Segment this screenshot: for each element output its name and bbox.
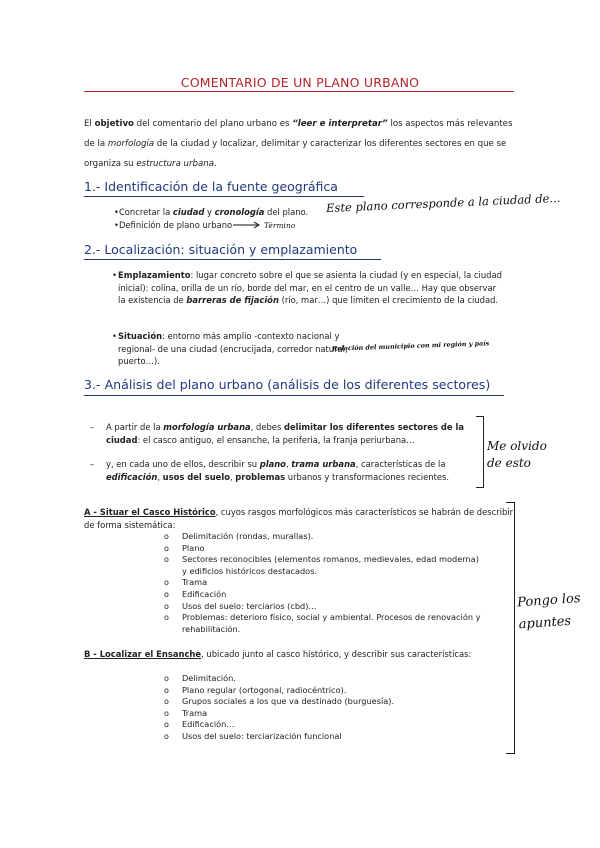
item-text: Concretar la <box>118 207 173 217</box>
section1-underline <box>84 196 364 197</box>
item-bold: ciudad <box>172 207 205 217</box>
intro-text: los aspectos más relevantes de la <box>84 119 513 149</box>
dash-bold: trama urbana <box>291 459 356 469</box>
bullet-icon: o <box>164 685 169 695</box>
partB-title: B - Localizar el Ensanche <box>84 649 202 659</box>
section3-dash-2 <box>106 458 484 483</box>
emplazamiento-label: Emplazamiento <box>118 270 191 280</box>
intro-text: . <box>213 159 217 169</box>
dash-bold: problemas <box>235 471 286 482</box>
item-text: Plano <box>182 542 205 553</box>
dash-text: , debes <box>250 422 284 432</box>
page-title: COMENTARIO DE UN PLANO URBANO <box>180 75 420 90</box>
dash-text: urbanos y transformaciones recientes. <box>285 471 450 482</box>
dash-icon: – <box>90 422 95 432</box>
intro-text: del comentario del plano urbano es <box>133 119 293 129</box>
dash-text: , características de la <box>355 459 446 469</box>
arrow-right-icon <box>232 221 262 229</box>
bullet-icon: • <box>114 220 119 230</box>
partA-intro <box>84 506 514 531</box>
list-item <box>164 612 482 635</box>
list-item <box>164 600 482 613</box>
dash-text: , <box>229 471 236 482</box>
handwritten-note-olvido: Me olvido de esto <box>487 439 547 470</box>
dash-bold: edificación <box>106 471 158 482</box>
intro-text: de la ciudad y localizar, delimitar y caracterizar los diferentes sectores en que se organiza su <box>84 139 507 169</box>
emplazamiento-text: : lugar concreto sobre el que se asienta la ciudad (y en especial, la ciudad inicial): colina, orilla de un río, borde del mar, en el centro de un valle… Hay que observar la existencia de <box>118 270 502 305</box>
handwritten-note-apuntes: Pongo los apuntes <box>516 591 582 633</box>
list-item <box>164 531 482 543</box>
item-text: Edificación <box>182 588 227 599</box>
situacion-text: : entorno más amplio -contexto nacional y regional- de una ciudad (encrucijada, corredor natural, puerto…). <box>118 331 348 366</box>
intro-italic: estructura urbana <box>136 159 214 169</box>
dash-bold: delimitar los diferentes sectores de la ciudad <box>106 422 464 445</box>
section2-heading: 2.- Localización: situación y emplazamiento <box>84 242 358 257</box>
partB-list <box>164 673 482 743</box>
dash-text: A partir de la <box>106 422 164 432</box>
bracket <box>476 416 484 488</box>
item-text: Grupos sociales a los que va destinado (burguesía). <box>182 696 395 707</box>
item-text: Sectores reconocibles (elementos romanos, medievales, edad moderna) y edificios históricos destacados. <box>182 554 479 576</box>
section3-dash-1 <box>106 421 484 446</box>
bullet-icon: o <box>164 708 169 718</box>
dash-bold: morfología urbana <box>163 422 251 432</box>
dash-bold: plano <box>259 459 286 469</box>
section3-heading: 3.- Análisis del plano urbano (análisis de los diferentes sectores) <box>84 377 491 392</box>
bullet-icon: o <box>164 697 169 707</box>
bullet-icon: o <box>164 601 169 611</box>
list-item <box>164 696 482 708</box>
intro-bold: objetivo <box>94 119 134 129</box>
item-text: Definición de plano urbano <box>118 220 233 230</box>
item-bold: cronología <box>214 207 265 217</box>
emplazamiento-item <box>112 269 506 307</box>
handwritten-note-city: Este plano corresponde a la ciudad de... <box>325 190 561 216</box>
item-text: Trama <box>182 577 208 588</box>
bullet-icon: o <box>164 578 169 588</box>
dash-text: , <box>157 471 163 482</box>
section1-item-1 <box>114 206 308 219</box>
item-text: Usos del suelo: terciarios (cbd)… <box>182 600 317 611</box>
item-text: Plano regular (ortogonal, radiocéntrico). <box>182 684 347 695</box>
bullet-icon: • <box>112 270 117 280</box>
partB-intro <box>84 648 514 661</box>
dash-icon: – <box>90 459 95 469</box>
list-item <box>164 719 482 731</box>
dash-bold: usos del suelo <box>162 471 230 482</box>
item-text: Problemas: deterioro físico, social y ambiental. Procesos de renovación y rehabilitación. <box>182 612 481 634</box>
partA-desc: , cuyos rasgos morfológicos más característicos se habrán de describir de forma sistemática: <box>84 507 514 530</box>
intro-quote: “leer e interpretar” <box>292 119 388 129</box>
item-text: y <box>204 207 215 217</box>
item-text: Edificación… <box>182 719 235 730</box>
item-text: Trama <box>182 707 208 718</box>
list-item <box>164 707 482 720</box>
bullet-icon: o <box>164 731 169 741</box>
emplazamiento-text: (río, mar…) que limiten el crecimiento de la ciudad. <box>278 295 499 305</box>
dash-text: y, en cada uno de ellos, describir su <box>106 459 260 469</box>
item-text: Usos del suelo: terciarización funcional <box>182 730 342 741</box>
bullet-icon: • <box>114 207 119 217</box>
intro-text: El <box>84 119 95 129</box>
emplazamiento-bold: barreras de fijación <box>186 295 279 305</box>
section1-heading: 1.- Identificación de la fuente geográfica <box>84 179 338 194</box>
section1-item-2 <box>114 219 232 232</box>
situacion-label: Situación <box>118 331 163 341</box>
list-item <box>164 554 482 577</box>
bullet-icon: o <box>164 543 169 553</box>
handwritten-note-termino: Término <box>264 221 296 230</box>
bullet-icon: o <box>164 674 169 683</box>
bullet-icon: o <box>164 555 169 565</box>
item-text: del plano. <box>264 207 309 217</box>
partA-title: A - Situar el Casco Histórico <box>84 507 216 517</box>
title-underline <box>84 91 514 92</box>
bracket-large <box>506 502 515 754</box>
partB-desc: , ubicado junto al casco histórico, y describir sus características: <box>201 649 472 659</box>
list-item <box>164 588 482 601</box>
bullet-icon: o <box>164 720 169 730</box>
bullet-icon: o <box>164 613 169 623</box>
bullet-icon: • <box>112 331 117 341</box>
section3-underline <box>84 395 504 396</box>
list-item <box>164 730 482 743</box>
list-item <box>164 684 482 697</box>
partA-list <box>164 531 482 635</box>
list-item <box>164 577 482 589</box>
section2-underline <box>84 259 381 260</box>
dash-text: , <box>285 459 292 469</box>
handwritten-note-relacion: Relación del municipio con mi región y país <box>331 339 490 353</box>
item-text: Delimitación. <box>182 673 236 683</box>
intro-paragraph <box>84 114 514 174</box>
bullet-icon: o <box>164 532 169 541</box>
situacion-item <box>112 330 348 368</box>
list-item <box>164 673 482 685</box>
item-text: Delimitación (rondas, murallas). <box>182 531 314 541</box>
intro-italic: morfología <box>107 139 155 149</box>
bullet-icon: o <box>164 589 169 599</box>
list-item <box>164 542 482 555</box>
dash-text: : el casco antiguo, el ensanche, la periferia, la franja periurbana… <box>137 434 415 445</box>
